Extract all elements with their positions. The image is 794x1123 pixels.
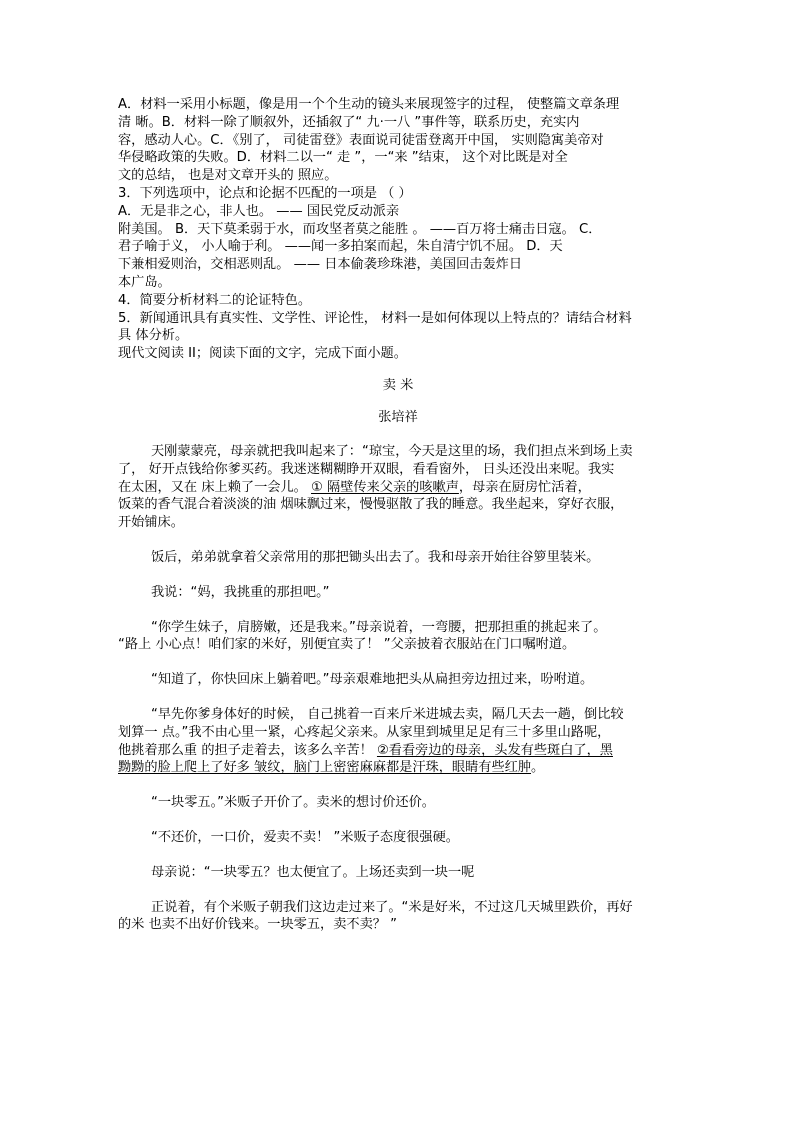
- text-run: ，母亲在厨房忙活着，: [458, 479, 591, 495]
- question-3-stem: 3．下列选项中，论点和论据不匹配的一项是 （ ）: [118, 185, 412, 201]
- text-line: 本广岛。: [118, 274, 171, 290]
- question-2-options: [118, 96, 678, 185]
- underlined-sentence-2-cont: 黝黝的脸上爬上了好多 皱纹，脑门上密密麻麻都是汗珠，眼睛有些红肿: [118, 760, 532, 776]
- text-line: 华侵略政策的失败。D．材料二以一“ 走 ”，一“来 ”结束， 这个对比既是对全: [118, 150, 568, 166]
- text-line: 清 晰。B．材料一除了顺叙外，还插叙了“ 九·一八 ”事件等，联系历史，充实内: [118, 114, 580, 130]
- article-paragraph-3: 我说：“妈，我挑重的那担吧。”: [151, 584, 330, 600]
- question-4: 4．简要分析材料二的论证特色。: [118, 292, 312, 308]
- text-line: A．材料一采用小标题，像是用一个个生动的镜头来展现签字的过程， 使整篇文章条理: [118, 97, 620, 112]
- text-line: 正说着，有个米贩子朝我们这边走过来了。“米是好米，不过这几天城里跌价，再好: [151, 899, 633, 915]
- text-line: 了， 好开点钱给你爹买药。我迷迷糊糊睁开双眼，看看窗外， 日头还没出来呢。我实: [118, 461, 615, 477]
- document-page: [118, 96, 678, 934]
- text-run: 他挑着那么重 的担子走着去，该多么辛苦！: [118, 742, 377, 758]
- text-run: 在太困，又在 床上赖了一会儿。: [118, 479, 312, 495]
- article-paragraph-4: [118, 619, 678, 655]
- article-paragraph-1: [118, 443, 678, 532]
- article-paragraph-9: 母亲说：“一块零五？也太便宜了。上场还卖到一块一呢: [151, 864, 475, 880]
- text-line: 开始铺床。: [118, 515, 184, 531]
- text-line: 饭菜的香气混合着淡淡的油 烟味飘过来，慢慢驱散了我的睡意。我坐起来，穿好衣服，: [118, 497, 624, 513]
- text-run: 。: [531, 760, 545, 776]
- text-line: 的米 也卖不出好价钱来。一块零五，卖不卖？ ”: [118, 917, 397, 933]
- text-line: “早先你爹身体好的时候， 自己挑着一百来斤米进城去卖，隔几天去一趟，倒比较: [151, 706, 624, 722]
- article-paragraph-2: 饭后，弟弟就拿着父亲常用的那把锄头出去了。我和母亲开始往谷箩里装米。: [151, 549, 600, 565]
- underlined-sentence-2: ②看看旁边的母亲，头发有些斑白了，黑: [376, 742, 613, 758]
- text-line: 5．新闻通讯具有真实性、文学性、评论性， 材料一是如何体现以上特点的？请结合材料: [118, 310, 632, 326]
- text-line: 划算一 点。”我不由心里一紧，心疼起父亲来。从家里到城里足足有三十多里山路呢，: [118, 724, 611, 740]
- text-line: “路上 小心点！咱们家的米好，别便宜卖了！ ”父亲披着衣服站在门口嘱咐道。: [118, 637, 576, 653]
- article-paragraph-7: “一块零五。”米贩子开价了。卖米的想讨价还价。: [151, 795, 435, 811]
- article-paragraph-5: “知道了，你快回床上躺着吧。”母亲艰难地把头从扁担旁边扭过来，吩咐道。: [151, 672, 594, 688]
- text-line: 下兼相爱则治，交相恶则乱。 —— 日本偷袭珍珠港，美国回击轰炸日: [118, 257, 523, 273]
- text-line: 容，感动人心。C．《别了， 司徒雷登》表面说司徒雷登离开中国， 实则隐寓美帝对: [118, 132, 604, 148]
- article-author: 张培祥: [378, 409, 418, 425]
- text-line: 天刚蒙蒙亮，母亲就把我叫起来了：“琼宝，今天是这里的场，我们担点米到场上卖: [151, 443, 633, 459]
- article-paragraph-10: [118, 899, 678, 935]
- text-line: [118, 479, 678, 497]
- article-paragraph-6: [118, 706, 678, 777]
- text-line: “你学生妹子，肩膀嫩，还是我来。”母亲说着，一弯腰，把那担重的挑起来了。: [151, 619, 607, 635]
- text-line: A．无是非之心，非人也。 —— 国民党反动派亲: [118, 203, 400, 219]
- text-line: [118, 759, 678, 777]
- article-paragraph-8: “不还价，一口价，爱卖不卖！ ”米贩子态度很强硬。: [151, 829, 459, 845]
- text-line: 君子喻于义， 小人喻于利。 ——闻一多拍案而起，朱自清宁饥不屈。 D．天: [118, 239, 563, 255]
- question-3: [118, 185, 678, 292]
- text-line: [118, 742, 678, 760]
- text-line: 文的总结， 也是对文章开头的 照应。: [118, 168, 338, 184]
- text-line: 附美国。 B．天下莫柔弱于水，而攻坚者莫之能胜 。 ——百万将士痛击日寇。 C．: [118, 221, 602, 237]
- text-line: 具 体分析。: [118, 328, 189, 344]
- underlined-sentence-1: ① 隔壁传来父亲的咳嗽声: [311, 479, 459, 495]
- question-5: [118, 310, 678, 346]
- reading-instruction: 现代文阅读 II；阅读下面的文字，完成下面小题。: [118, 346, 407, 362]
- article-title: 卖 米: [382, 377, 414, 393]
